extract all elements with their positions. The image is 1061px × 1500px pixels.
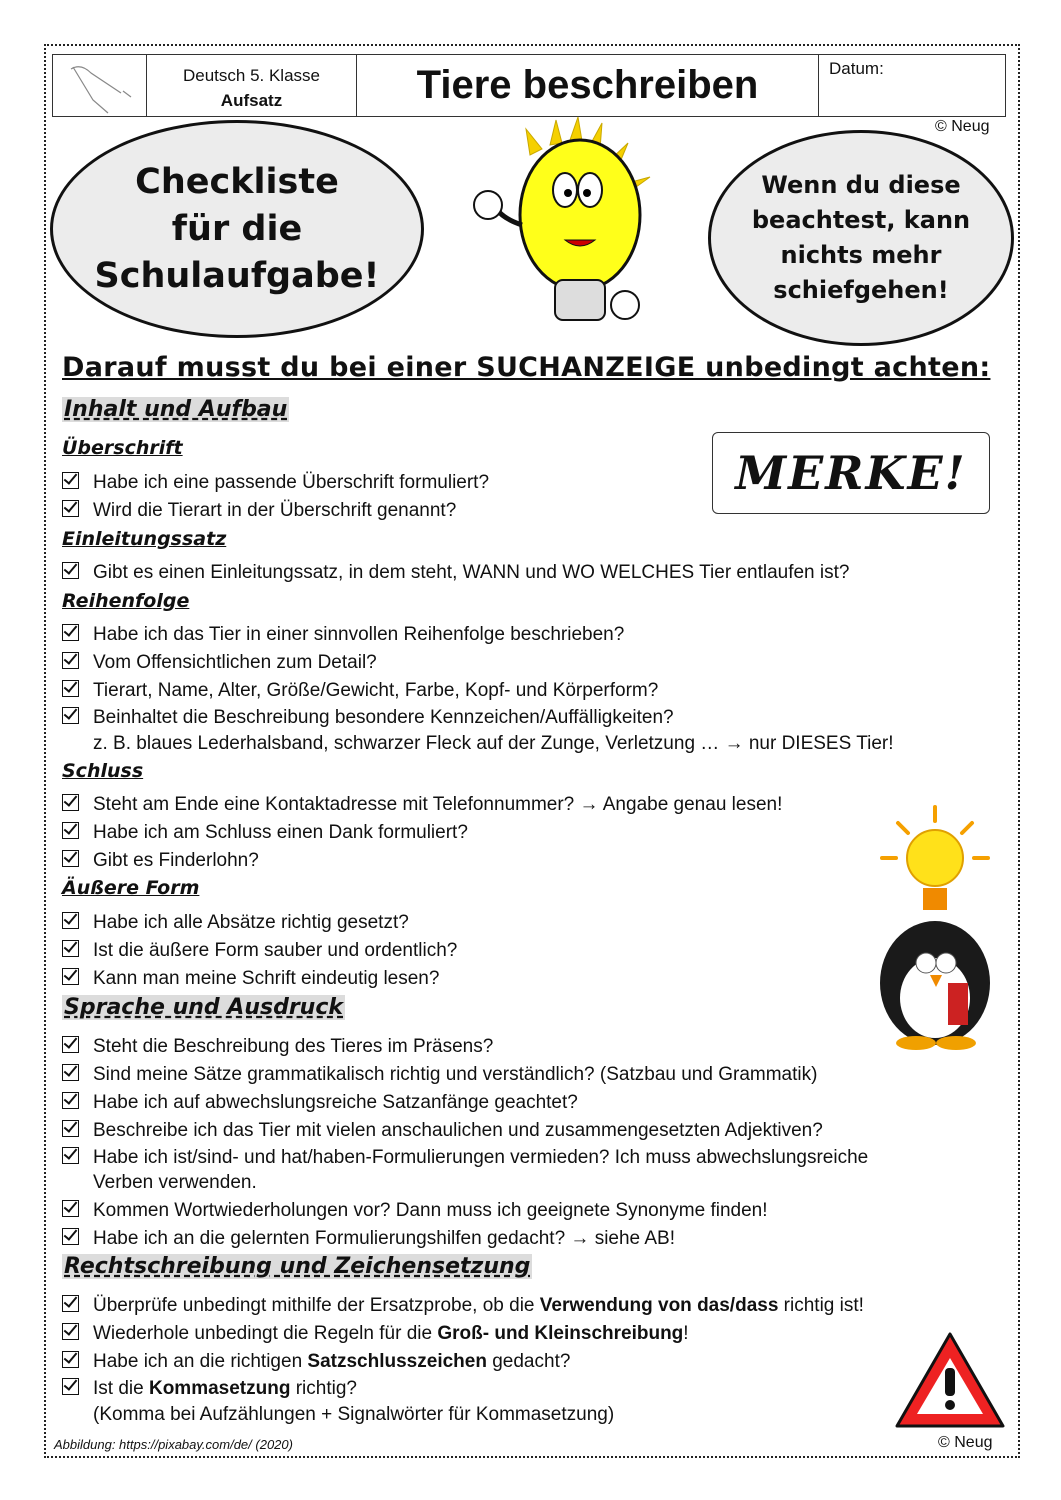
text-segment: Habe ich an die richtigen bbox=[93, 1351, 308, 1372]
checkbox-checked-icon[interactable] bbox=[62, 562, 79, 579]
text-segment: Habe ich auf abwechslungsreiche Satzanfänge geachtet? bbox=[93, 1092, 578, 1113]
date-label: Datum: bbox=[829, 59, 884, 78]
checkbox-checked-icon[interactable] bbox=[62, 500, 79, 517]
checklist-item bbox=[62, 1228, 675, 1250]
checklist-item bbox=[62, 500, 456, 522]
checklist-item bbox=[62, 624, 624, 646]
text-segment: Habe ich am Schluss einen Dank formuliert? bbox=[93, 822, 468, 843]
text-segment: ! bbox=[683, 1323, 689, 1344]
checklist-item bbox=[62, 707, 674, 729]
subsection-heading bbox=[62, 760, 143, 782]
checklist-item bbox=[62, 1036, 493, 1058]
checklist-item bbox=[62, 472, 489, 494]
checkbox-checked-icon[interactable] bbox=[62, 850, 79, 867]
bubble-line: nichts mehr bbox=[780, 241, 942, 269]
checkbox-checked-icon[interactable] bbox=[62, 1200, 79, 1217]
section-heading bbox=[62, 397, 289, 422]
checklist-item bbox=[62, 968, 439, 990]
checklist-item bbox=[62, 1092, 578, 1114]
main-heading bbox=[62, 352, 990, 383]
text-segment: (Komma bei Aufzählungen + Signalwörter für Kommasetzung) bbox=[93, 1404, 615, 1425]
type-label: Aufsatz bbox=[220, 91, 283, 110]
text-segment: Darauf musst du bei einer SUCHANZEIGE unbedingt achten: bbox=[62, 352, 991, 383]
checklist-item bbox=[62, 1200, 768, 1222]
text-segment: Gibt es Finderlohn? bbox=[93, 850, 259, 871]
text-segment: Wiederhole unbedingt die Regeln für die bbox=[93, 1323, 438, 1344]
text-segment: Schluss bbox=[62, 760, 144, 782]
text-segment: Beschreibe ich das Tier mit vielen anschaulichen und zusammengesetzten Adjektiven? bbox=[93, 1120, 823, 1141]
text-segment: richtig ist! bbox=[778, 1295, 864, 1316]
speech-bubble-right bbox=[708, 130, 1014, 346]
subject-label: Deutsch 5. Klasse bbox=[182, 66, 320, 85]
text-segment: Reihenfolge bbox=[62, 590, 190, 612]
checklist-item bbox=[62, 1351, 570, 1373]
checklist-item bbox=[62, 912, 409, 934]
bubble-line: Wenn du diese bbox=[761, 171, 961, 199]
checkbox-checked-icon[interactable] bbox=[62, 1092, 79, 1109]
item-continuation bbox=[62, 1404, 614, 1426]
text-segment: Tierart, Name, Alter, Größe/Gewicht, Farbe, Kopf- und Körperform? bbox=[93, 680, 659, 701]
checkbox-checked-icon[interactable] bbox=[62, 1378, 79, 1395]
text-segment: Kann man meine Schrift eindeutig lesen? bbox=[93, 968, 440, 989]
checklist-item bbox=[62, 850, 259, 872]
checklist-item bbox=[62, 1120, 823, 1142]
checklist-item bbox=[62, 822, 468, 844]
checkbox-checked-icon[interactable] bbox=[62, 707, 79, 724]
text-segment: Habe ich alle Absätze richtig gesetzt? bbox=[93, 912, 409, 933]
text-segment: Habe ich ist/sind- und hat/haben-Formulierungen vermieden? Ich muss abwechslungsreiche bbox=[93, 1147, 869, 1168]
text-segment: Wird die Tierart in der Überschrift genannt? bbox=[93, 500, 457, 521]
checkbox-checked-icon[interactable] bbox=[62, 1064, 79, 1081]
speech-bubble-left bbox=[50, 120, 424, 338]
checklist-item bbox=[62, 562, 849, 584]
text-segment: Verwendung von das/dass bbox=[539, 1295, 779, 1316]
item-continuation bbox=[62, 733, 894, 755]
checkbox-checked-icon[interactable] bbox=[62, 912, 79, 929]
subsection-heading bbox=[62, 437, 183, 459]
text-segment: Steht am Ende eine Kontaktadresse mit Telefonnummer? → Angabe genau lesen! bbox=[93, 794, 783, 815]
checkbox-checked-icon[interactable] bbox=[62, 624, 79, 641]
checkbox-checked-icon[interactable] bbox=[62, 652, 79, 669]
checkbox-checked-icon[interactable] bbox=[62, 794, 79, 811]
checklist-item bbox=[62, 940, 457, 962]
text-segment: Kommen Wortwiederholungen vor? Dann muss ich geeignete Synonyme finden! bbox=[93, 1200, 768, 1221]
subsection-heading bbox=[62, 590, 189, 612]
text-segment: Inhalt und Aufbau bbox=[64, 397, 288, 422]
item-continuation bbox=[62, 1172, 257, 1194]
checkbox-checked-icon[interactable] bbox=[62, 680, 79, 697]
text-segment: richtig? bbox=[290, 1378, 357, 1399]
merke-scroll-banner bbox=[712, 432, 990, 514]
subsection-heading bbox=[62, 528, 226, 550]
text-segment: Vom Offensichtlichen zum Detail? bbox=[93, 652, 377, 673]
bubble-line: schiefgehen! bbox=[773, 276, 949, 304]
text-segment: Kommasetzung bbox=[148, 1378, 291, 1399]
checkbox-checked-icon[interactable] bbox=[62, 1036, 79, 1053]
checkbox-checked-icon[interactable] bbox=[62, 1120, 79, 1137]
checklist-item bbox=[62, 794, 782, 816]
checkbox-checked-icon[interactable] bbox=[62, 940, 79, 957]
penguin-with-lightbulb-icon bbox=[878, 803, 993, 1053]
checkbox-checked-icon[interactable] bbox=[62, 1323, 79, 1340]
text-segment: Ist die äußere Form sauber und ordentlich? bbox=[93, 940, 458, 961]
checkbox-checked-icon[interactable] bbox=[62, 968, 79, 985]
text-segment: gedacht? bbox=[486, 1351, 571, 1372]
header-table bbox=[52, 54, 1006, 117]
text-segment: Groß- und Kleinschreibung bbox=[437, 1323, 684, 1344]
text-segment: Habe ich das Tier in einer sinnvollen Reihenfolge beschrieben? bbox=[93, 624, 625, 645]
checklist-item bbox=[62, 1064, 817, 1086]
text-segment: Überprüfe unbedingt mithilfe der Ersatzprobe, ob die bbox=[93, 1295, 540, 1316]
text-segment: Steht die Beschreibung des Tieres im Präsens? bbox=[93, 1036, 494, 1057]
checklist-item bbox=[62, 1147, 868, 1169]
text-segment: Ist die bbox=[93, 1378, 149, 1399]
section-heading bbox=[62, 1254, 532, 1279]
checkbox-checked-icon[interactable] bbox=[62, 822, 79, 839]
checkbox-checked-icon[interactable] bbox=[62, 1295, 79, 1312]
image-credit: Abbildung: https://pixabay.com/de/ (2020) bbox=[54, 1437, 293, 1452]
checkbox-checked-icon[interactable] bbox=[62, 472, 79, 489]
checklist-item bbox=[62, 680, 658, 702]
bubble-line: Schulaufgabe! bbox=[94, 255, 380, 296]
text-segment: Sind meine Sätze grammatikalisch richtig und verständlich? (Satzbau und Grammatik) bbox=[93, 1064, 818, 1085]
merke-label: MERKE! bbox=[735, 446, 967, 500]
text-segment: Gibt es einen Einleitungssatz, in dem steht, WANN und WO WELCHES Tier entlaufen ist? bbox=[93, 562, 850, 583]
checklist-item bbox=[62, 1295, 864, 1317]
text-segment: Rechtschreibung und Zeichensetzung bbox=[64, 1254, 531, 1279]
text-segment: Habe ich eine passende Überschrift formuliert? bbox=[93, 472, 490, 493]
text-segment: Beinhaltet die Beschreibung besondere Kennzeichen/Auffälligkeiten? bbox=[93, 707, 674, 728]
text-segment: Einleitungssatz bbox=[62, 528, 227, 550]
checkbox-checked-icon[interactable] bbox=[62, 1228, 79, 1245]
text-segment: Sprache und Ausdruck bbox=[64, 995, 344, 1020]
copyright-top: © Neug bbox=[935, 118, 990, 135]
hand-writing-icon bbox=[53, 55, 147, 116]
copyright-bottom: © Neug bbox=[938, 1434, 993, 1451]
checklist-item bbox=[62, 652, 377, 674]
bubble-line: beachtest, kann bbox=[751, 206, 971, 234]
text-segment: Äußere Form bbox=[62, 877, 200, 899]
subsection-heading bbox=[62, 877, 199, 899]
text-segment: Habe ich an die gelernten Formulierungshilfen gedacht? → siehe AB! bbox=[93, 1228, 675, 1249]
text-segment: Satzschlusszeichen bbox=[307, 1351, 487, 1372]
text-segment: z. B. blaues Lederhalsband, schwarzer Fleck auf der Zunge, Verletzung … → nur DIESES Tier! bbox=[93, 733, 894, 754]
text-segment: Überschrift bbox=[62, 437, 183, 459]
lightbulb-mascot-icon bbox=[460, 115, 700, 345]
bubble-line: Checkliste bbox=[135, 161, 339, 202]
text-segment: Verben verwenden. bbox=[93, 1172, 257, 1193]
checklist-item bbox=[62, 1378, 357, 1400]
checkbox-checked-icon[interactable] bbox=[62, 1351, 79, 1368]
warning-triangle-icon bbox=[893, 1330, 1008, 1430]
page-title: Tiere beschreiben bbox=[357, 55, 819, 116]
checklist-item bbox=[62, 1323, 689, 1345]
section-heading bbox=[62, 995, 345, 1020]
checkbox-checked-icon[interactable] bbox=[62, 1147, 79, 1164]
bubble-line: für die bbox=[171, 208, 303, 249]
